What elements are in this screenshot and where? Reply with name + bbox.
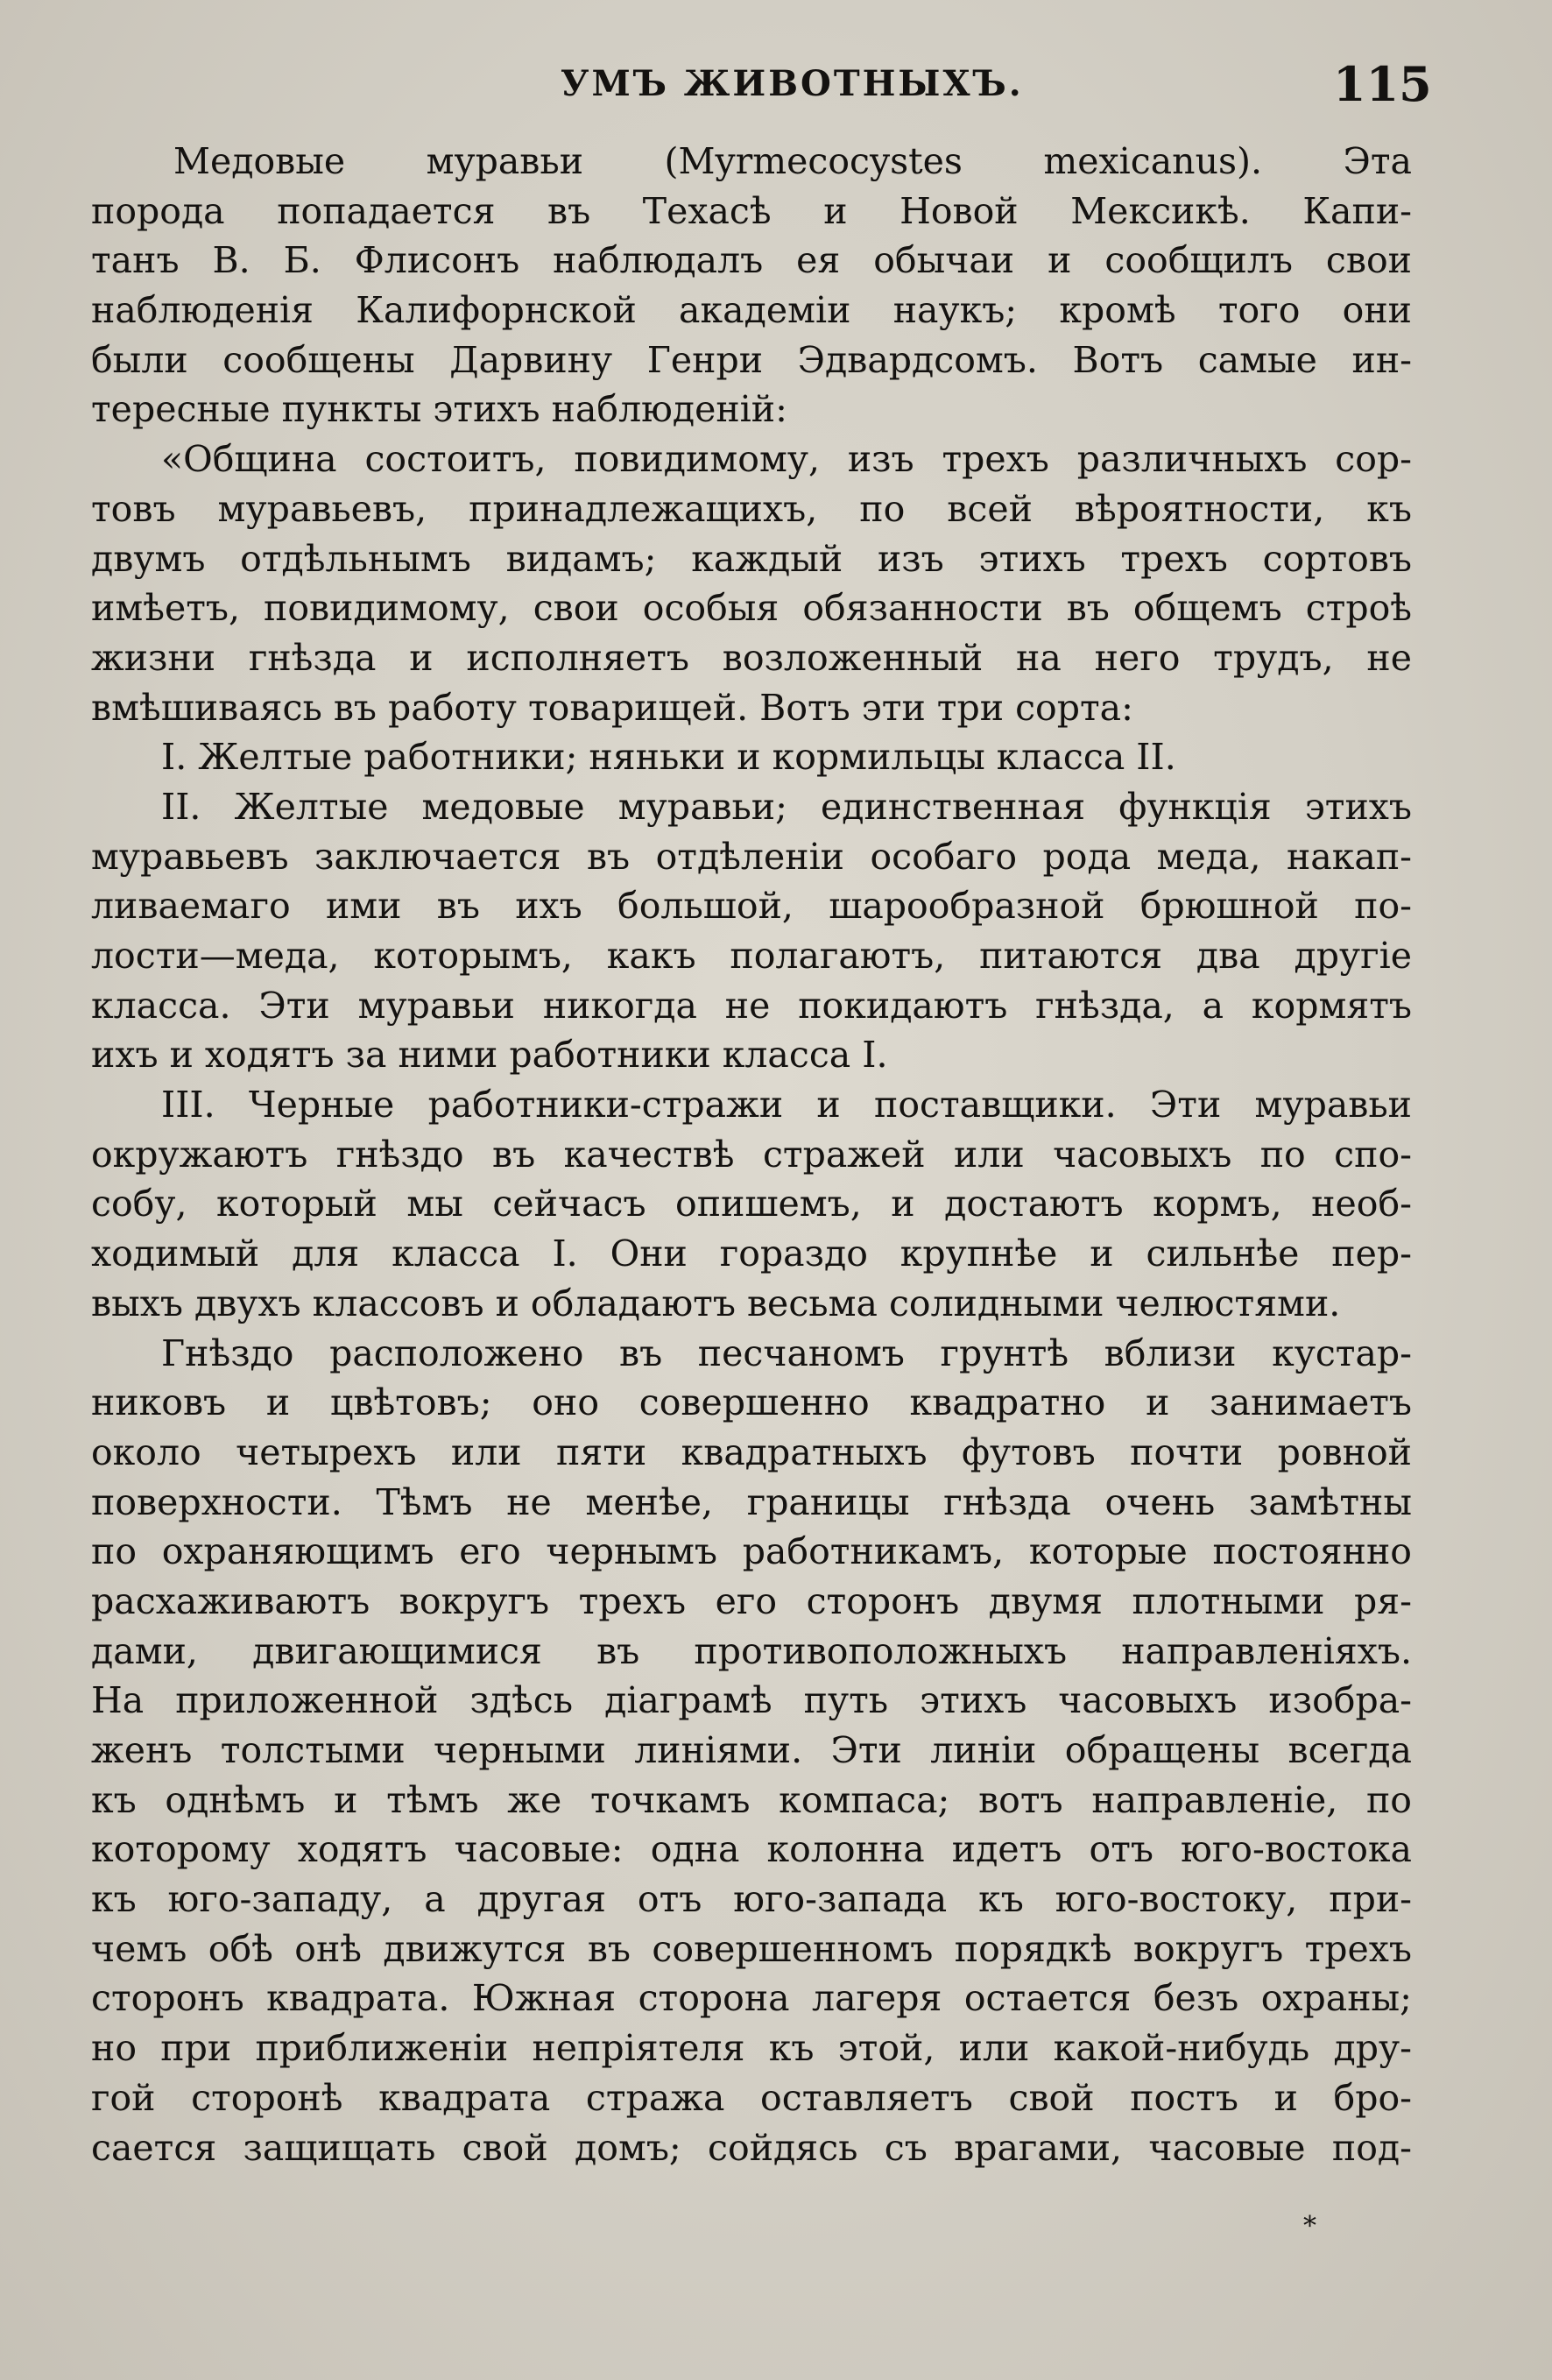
text-line: ливаемаго ими въ ихъ большой, шарообразной брюшной по- [91, 885, 1412, 928]
text-line: двумъ отдѣльнымъ видамъ; каждый изъ этихъ трехъ сортовъ [91, 537, 1412, 580]
text-line: На приложенной здѣсь діаграмѣ путь этихъ часовыхъ изобра- [91, 1679, 1412, 1722]
text-line: ихъ и ходятъ за ними работники класса I. [91, 1034, 888, 1077]
text-line: но при приближеніи непріятеля къ этой, или какой-нибудь дру- [91, 2027, 1412, 2070]
text-line: по охраняющимъ его чернымъ работникамъ, которые постоянно [91, 1530, 1412, 1573]
text-line: наблюденія Калифорнской академіи наукъ; кромѣ того они [91, 289, 1412, 332]
text-line: чемъ обѣ онѣ движутся въ совершенномъ порядкѣ вокругъ трехъ [91, 1927, 1412, 1970]
text-line: тересные пункты этихъ наблюденій: [91, 388, 787, 431]
text-line: около четырехъ или пяти квадратныхъ футовъ почти ровной [91, 1430, 1412, 1473]
text-line: женъ толстыми черными линіями. Эти линіи обращены всегда [91, 1729, 1412, 1771]
text-line: никовъ и цвѣтовъ; оно совершенно квадратно и занимаетъ [91, 1381, 1412, 1424]
text-line: собу, который мы сейчасъ опишемъ, и достаютъ кормъ, необ- [91, 1183, 1412, 1225]
text-line: Медовые муравьи (Myrmecocystes mexicanus). Эта [173, 140, 1412, 182]
text-line: гой сторонѣ квадрата стража оставляетъ свой постъ и бро- [91, 2076, 1412, 2119]
text-line: поверхности. Тѣмъ не менѣе, границы гнѣзда очень замѣтны [91, 1480, 1412, 1523]
text-line: II. Желтые медовые муравьи; единственная функція этихъ [161, 785, 1412, 828]
text-line: жизни гнѣзда и исполняетъ возложенный на него трудъ, не [91, 636, 1412, 679]
text-line: Гнѣздо расположено въ песчаномъ грунтѣ вблизи кустар- [161, 1331, 1412, 1374]
text-line: класса. Эти муравьи никогда не покидаютъ гнѣзда, а кормятъ [91, 984, 1412, 1027]
text-line: муравьевъ заключается въ отдѣленіи особаго рода меда, накап- [91, 835, 1412, 878]
text-line: вмѣшиваясь въ работу товарищей. Вотъ эти три сорта: [91, 686, 1133, 729]
text-line: которому ходятъ часовые: одна колонна идетъ отъ юго-востока [91, 1828, 1412, 1871]
text-line: порода попадается въ Техасѣ и Новой Мексикѣ. Капи- [91, 189, 1412, 232]
text-line: I. Желтые работники; няньки и кормильцы класса II. [161, 736, 1176, 779]
body-text [91, 137, 1412, 2172]
text-line: были сообщены Дарвину Генри Эдвардсомъ. Вотъ самые ин- [91, 338, 1412, 381]
text-line: сается защищать свой домъ; сойдясь съ врагами, часовые под- [91, 2126, 1412, 2169]
text-line: къ однѣмъ и тѣмъ же точкамъ компаса; вотъ направленіе, по [91, 1778, 1412, 1821]
page-header [0, 56, 1552, 124]
text-line: ходимый для класса I. Они гораздо крупнѣе и сильнѣе пер- [91, 1232, 1412, 1275]
text-line: товъ муравьевъ, принадлежащихъ, по всей вѣроятности, къ [91, 487, 1412, 530]
text-line: дами, двигающимися въ противоположныхъ направленіяхъ. [91, 1629, 1412, 1672]
text-line: расхаживаютъ вокругъ трехъ его сторонъ двумя плотными ря- [91, 1579, 1412, 1622]
text-line: выхъ двухъ классовъ и обладаютъ весьма солидными челюстями. [91, 1282, 1341, 1324]
running-title: УМЪ ЖИВОТНЫХЪ. [561, 63, 1024, 104]
text-line: «Община состоитъ, повидимому, изъ трехъ различныхъ сор- [161, 438, 1412, 481]
page-number: 115 [1333, 56, 1432, 112]
footer-mark: * [1303, 2211, 1316, 2242]
text-line: къ юго-западу, а другая отъ юго-запада къ юго-востоку, при- [91, 1878, 1412, 1921]
text-line: III. Черные работники-стражи и поставщики. Эти муравьи [161, 1084, 1412, 1126]
text-line: танъ В. Б. Флисонъ наблюдалъ ея обычаи и сообщилъ свои [91, 239, 1412, 282]
text-line: лости—меда, которымъ, какъ полагаютъ, питаются два другіе [91, 935, 1412, 977]
text-line: сторонъ квадрата. Южная сторона лагеря остается безъ охраны; [91, 1977, 1412, 2020]
text-line: окружаютъ гнѣздо въ качествѣ стражей или часовыхъ по спо- [91, 1133, 1412, 1176]
text-line: имѣетъ, повидимому, свои особыя обязанности въ общемъ строѣ [91, 587, 1412, 630]
